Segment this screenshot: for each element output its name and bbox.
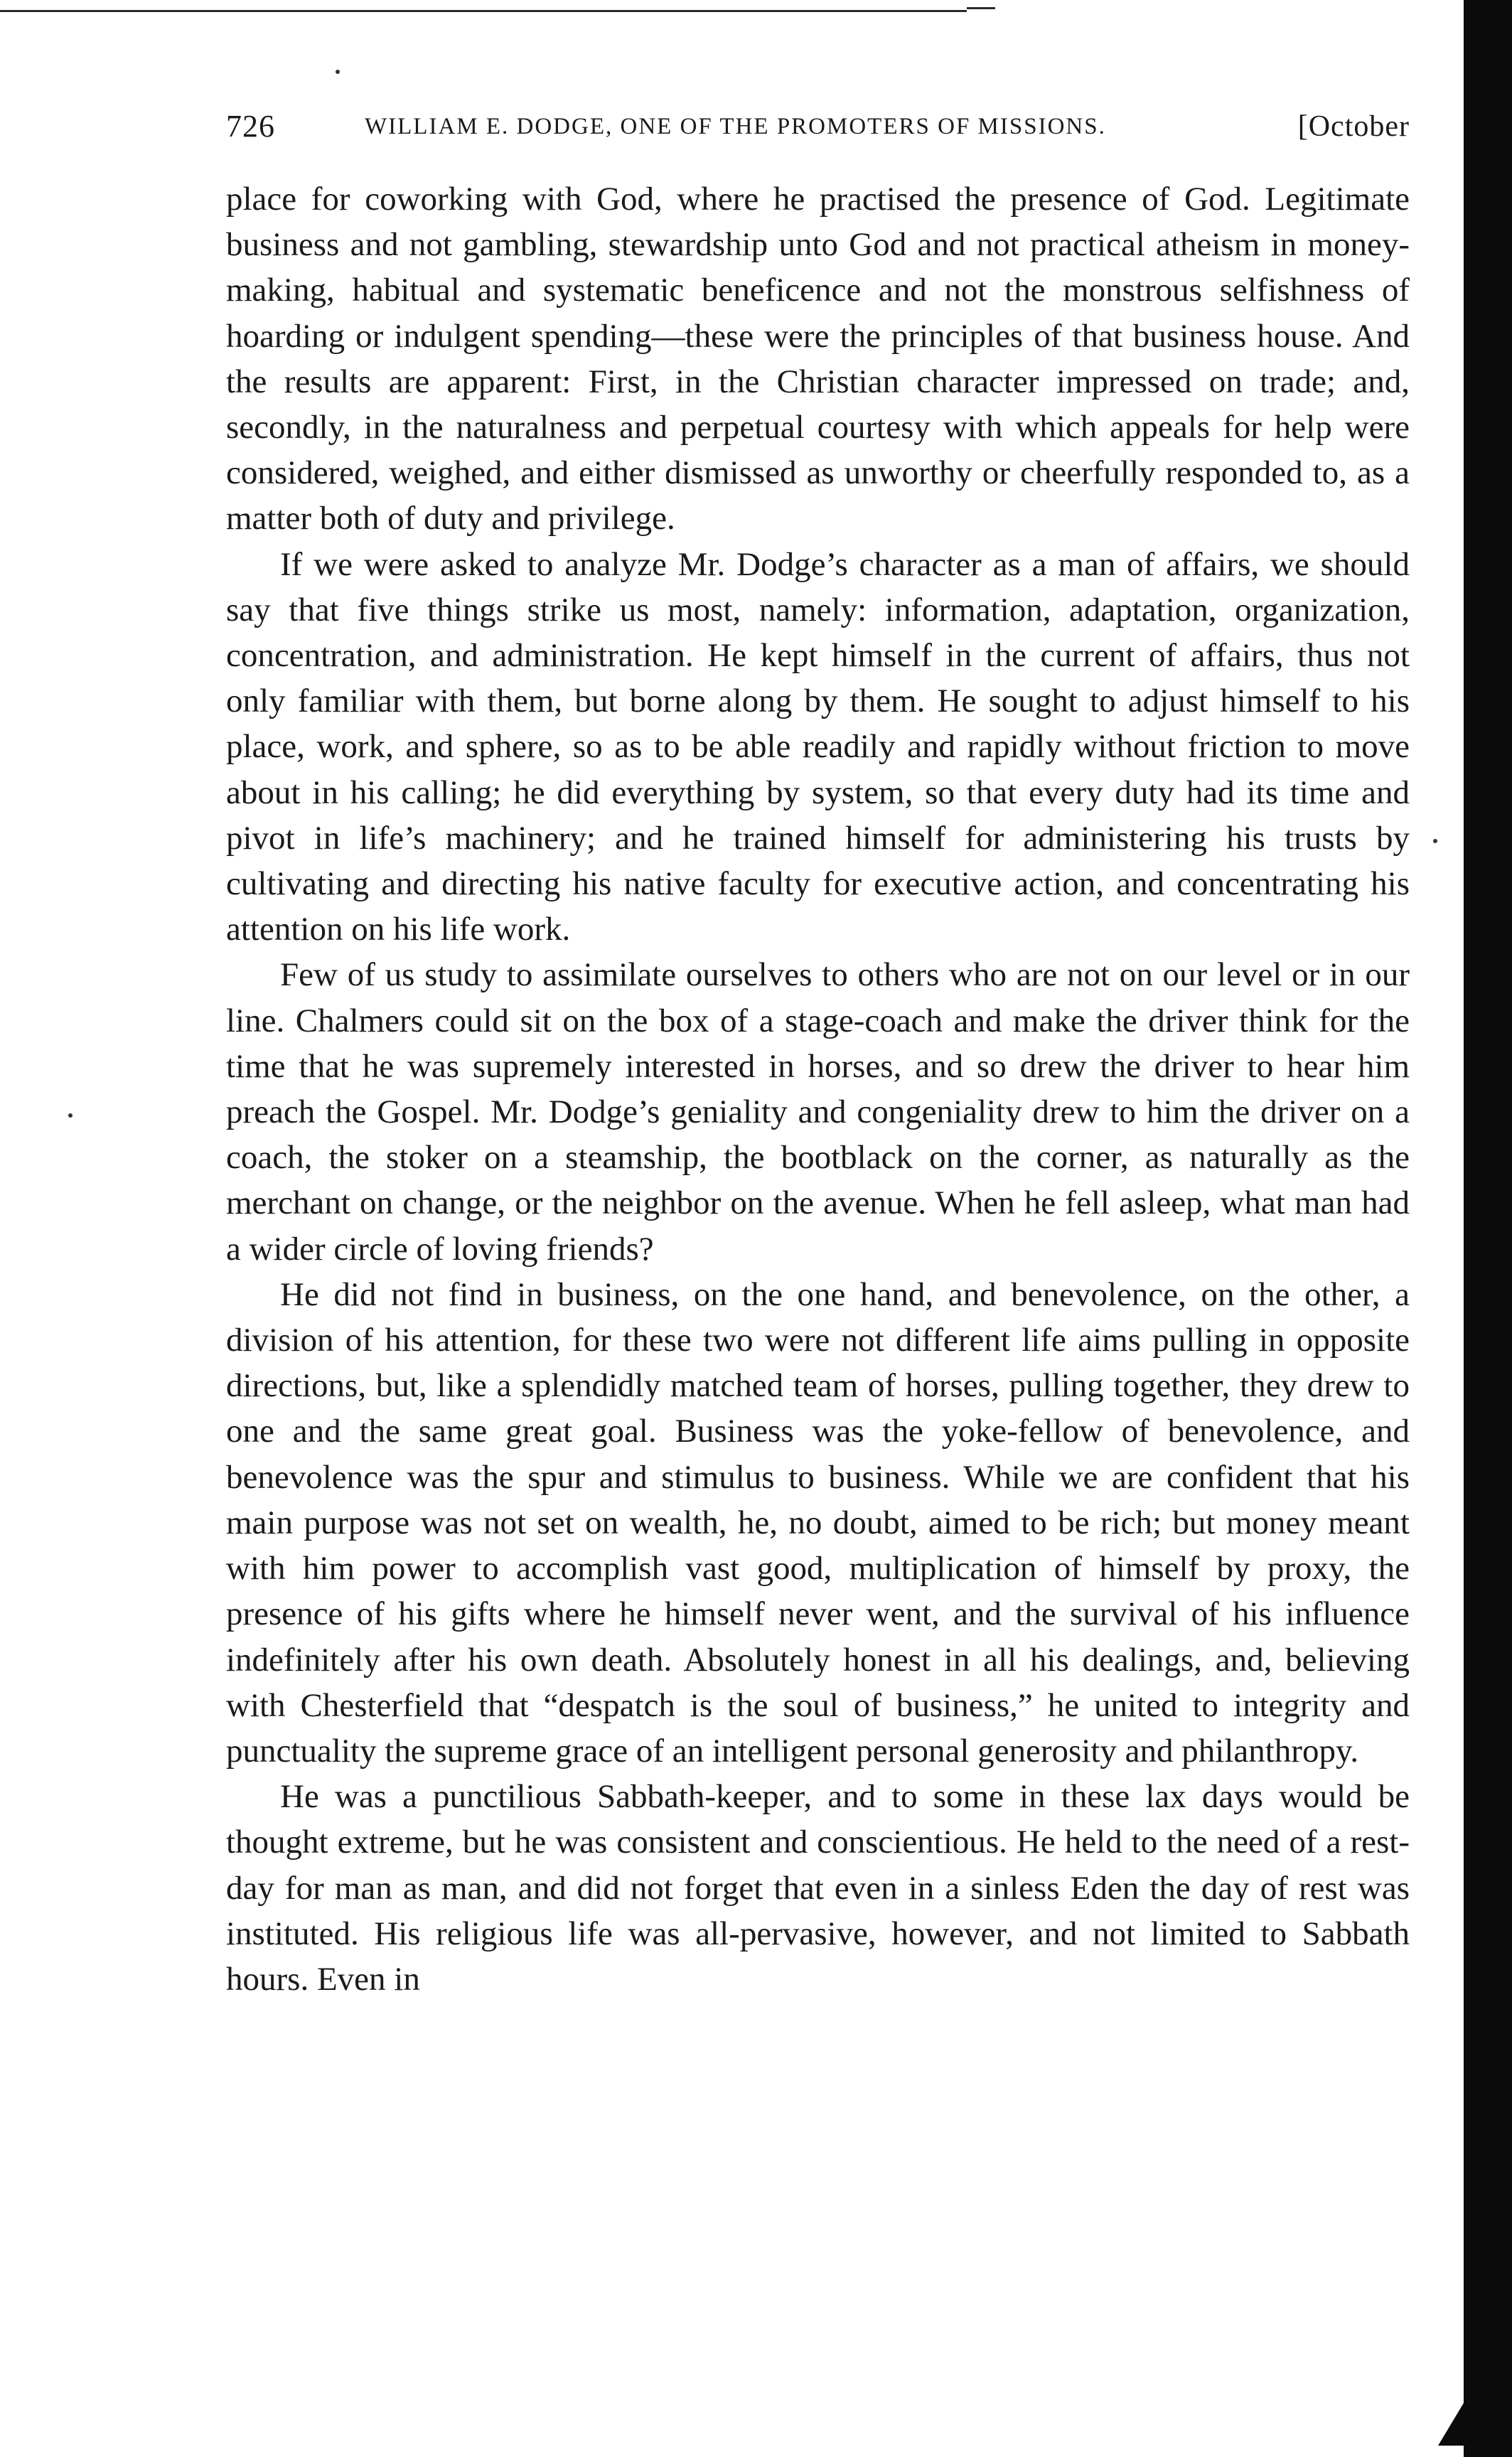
paragraph: Few of us study to assimilate ourselves to others who are not on our level or in our line. Chalmers could sit on the box of a stage-coach and make the driver think for the time that he was supremely interested in horses, and so drew the driver to hear him preach the Gospel. Mr. Dodge’s geniality and congeniality drew to him the driver on a coach, the stoker on a steamship, the bootblack on the corner, as naturally as the merchant on change, or the neighbor on the avenue. When he fell asleep, what man had a wider circle of loving friends?	[226, 956, 1410, 1268]
page-number: 726	[226, 109, 275, 144]
article-body	[226, 176, 1410, 2002]
paragraph: He did not find in business, on the one hand, and benevolence, on the other, a division of his attention, for these two were not different life aims pulling in opposite directions, but, like a splendidly matched team of horses, pulling together, they drew to one and the same great goal. Business was the yoke-fellow of benevolence, and benevolence was the spur and stimulus to business. While we are confident that his main purpose was not set on wealth, he, no doubt, aimed to be rich; but money meant with him power to accomplish vast good, multiplication of himself by proxy, the presence of his gifts where he himself never went, and the survival of his influence indefinitely after his own death. Absolutely honest in all his dealings, and, believing with Chesterfield that “despatch is the soul of business,” he united to integrity and punctuality the supreme grace of an intelligent personal generosity and philanthropy.	[226, 1275, 1410, 1770]
print-speck	[68, 1113, 73, 1118]
paragraph: place for coworking with God, where he practised the presence of God. Legitimate business and not gambling, stewardship unto God and not practical atheism in money-making, habitual and systematic beneficence and not the monstrous selfishness of hoarding or indulgent spending—these were the principles of that business house. And the results are apparent: First, in the Christian character impressed on trade; and, secondly, in the naturalness and perpetual courtesy with which appeals for help were considered, weighed, and either dismissed as unworthy or cheerfully responded to, as a matter both of duty and privilege.	[226, 181, 1410, 537]
running-head	[226, 105, 1410, 148]
top-rule	[0, 10, 967, 12]
top-rule-tail	[967, 7, 995, 9]
print-speck	[1433, 839, 1437, 843]
page-edge-notch	[1438, 2403, 1464, 2446]
print-speck	[336, 70, 340, 74]
paragraph: If we were asked to analyze Mr. Dodge’s character as a man of affairs, we should say that five things strike us most, namely: information, adaptation, organization, concentration, and administration. He kept himself in the current of affairs, thus not only familiar with them, but borne along by them. He sought to adjust himself to his place, work, and sphere, so as to be able readily and rapidly without friction to move about in his calling; he did everything by system, so that every duty had its time and pivot in life’s machinery; and he trained himself for administering his trusts by cultivating and directing his native faculty for executive action, and concentrating his attention on his life work.	[226, 545, 1410, 948]
running-head-month: [October	[1297, 110, 1410, 143]
running-head-title: WILLIAM E. DODGE, ONE OF THE PROMOTERS OF MISSIONS.	[365, 114, 1106, 139]
paragraph: He was a punctilious Sabbath-keeper, and to some in these lax days would be thought extreme, but he was consistent and conscientious. He held to the need of a rest-day for man as man, and did not forget that even in a sinless Eden the day of rest was instituted. His religious life was all-pervasive, however, and not limited to Sabbath hours. Even in	[226, 1778, 1410, 1998]
page-edge-shadow	[1464, 0, 1512, 2457]
